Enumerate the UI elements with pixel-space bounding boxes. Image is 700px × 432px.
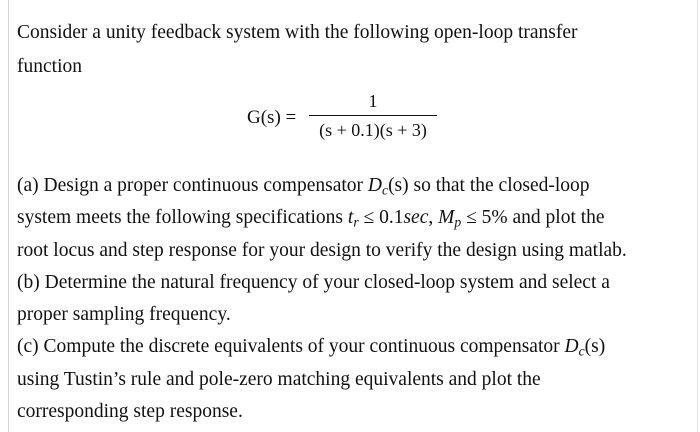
rise-time-symbol: t bbox=[347, 207, 354, 229]
intro-line-1: Consider a unity feedback system with the following open-loop transfer bbox=[17, 22, 578, 43]
problem-text bbox=[17, 16, 677, 428]
equation-fraction bbox=[309, 88, 437, 142]
part-a-line-2 bbox=[17, 202, 677, 234]
intro-paragraph bbox=[17, 16, 677, 84]
compensator-subscript: c bbox=[578, 343, 585, 359]
part-a-line-3: root locus and step response for your design to verify the design using matlab. bbox=[17, 239, 627, 261]
overshoot-subscript: p bbox=[454, 214, 462, 230]
equation-lhs: G(s) = bbox=[247, 107, 297, 128]
part-b-line-2: proper sampling frequency. bbox=[17, 304, 231, 326]
part-c-line-1 bbox=[17, 331, 677, 363]
part-a-text-end: (s) so that the closed-loop bbox=[388, 175, 590, 196]
part-c-text-end: (s) bbox=[584, 336, 606, 358]
rise-time-subscript: r bbox=[353, 214, 359, 230]
problem-parts bbox=[17, 170, 677, 428]
part-c-line-2: using Tustin’s rule and pole-zero matching equivalents and plot the bbox=[17, 368, 541, 390]
intro-line-2: function bbox=[17, 56, 82, 77]
part-a-text: (a) Design a proper continuous compensator bbox=[17, 175, 368, 196]
part-b-line-1: (b) Determine the natural frequency of your closed-loop system and select a bbox=[17, 271, 610, 293]
compensator-subscript: c bbox=[382, 182, 389, 198]
transfer-function-equation bbox=[17, 88, 677, 170]
compensator-symbol: D bbox=[564, 336, 579, 358]
overshoot-value: ≤ 5% and plot the bbox=[461, 207, 605, 229]
fraction-bar bbox=[309, 115, 437, 116]
part-c-line-3: corresponding step response. bbox=[17, 401, 243, 423]
spec-separator: , bbox=[428, 207, 439, 229]
overshoot-symbol: M bbox=[438, 207, 455, 229]
equation-numerator: 1 bbox=[368, 91, 378, 111]
equation-denominator: (s + 0.1)(s + 3) bbox=[319, 120, 427, 141]
part-a-line-1 bbox=[17, 170, 677, 202]
part-c-text: (c) Compute the discrete equivalents of your continuous compensator bbox=[17, 336, 565, 358]
spec-text: system meets the following specifications bbox=[17, 207, 348, 229]
rise-time-value: ≤ 0.1 bbox=[358, 207, 404, 229]
compensator-symbol: D bbox=[367, 175, 382, 196]
sec-unit: sec bbox=[403, 207, 429, 229]
